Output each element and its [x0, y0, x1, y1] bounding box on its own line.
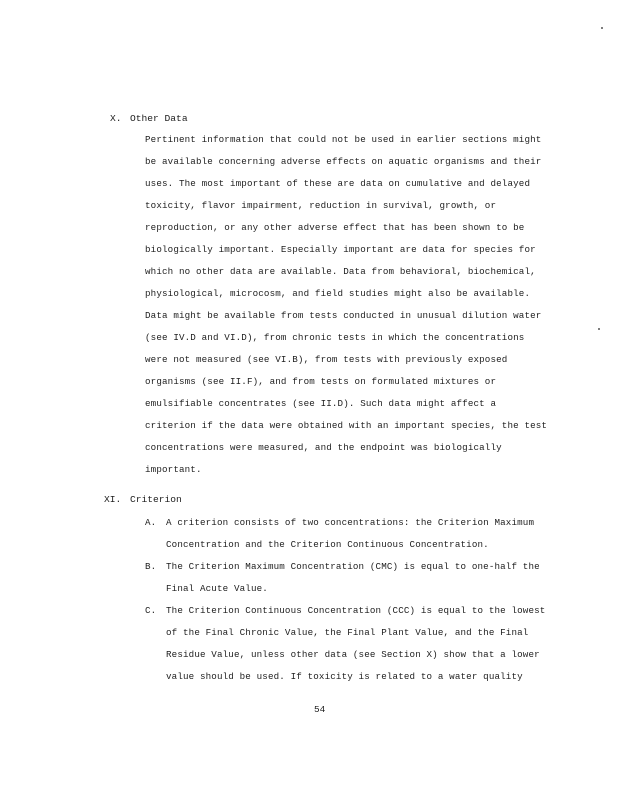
paragraph-line: important. [145, 464, 202, 475]
paragraph-line: which no other data are available. Data from behavioral, biochemical, [145, 266, 536, 277]
paragraph-line: Pertinent information that could not be used in earlier sections might [145, 134, 542, 145]
page-number: 54 [314, 704, 326, 715]
scan-speck-right [598, 328, 600, 330]
paragraph-line: physiological, microcosm, and field studies might also be available. [145, 288, 531, 299]
paragraph-line: emulsifiable concentrates (see II.D). Such data might affect a [145, 398, 497, 409]
item-c-label: C. [145, 605, 157, 616]
item-a-line: Concentration and the Criterion Continuous Concentration. [166, 539, 489, 550]
item-a-label: A. [145, 517, 157, 528]
section-xi-number: XI. [104, 494, 122, 505]
item-c-line: value should be used. If toxicity is related to a water quality [166, 671, 523, 682]
paragraph-line: biologically important. Especially important are data for species for [145, 244, 536, 255]
item-c-line: Residue Value, unless other data (see Section X) show that a lower [166, 649, 540, 660]
paragraph-line: Data might be available from tests conducted in unusual dilution water [145, 310, 542, 321]
item-b-line: Final Acute Value. [166, 583, 268, 594]
paragraph-line: were not measured (see VI.B), from tests with previously exposed [145, 354, 508, 365]
section-x-number: X. [110, 113, 122, 124]
paragraph-line: concentrations were measured, and the endpoint was biologically [145, 442, 502, 453]
paragraph-line: be available concerning adverse effects on aquatic organisms and their [145, 156, 542, 167]
paragraph-line: uses. The most important of these are data on cumulative and delayed [145, 178, 531, 189]
paragraph-line: organisms (see II.F), and from tests on formulated mixtures or [145, 376, 497, 387]
section-x-title: Other Data [130, 113, 188, 124]
section-xi-title: Criterion [130, 494, 182, 505]
item-c-line: of the Final Chronic Value, the Final Plant Value, and the Final [166, 627, 529, 638]
paragraph-line: criterion if the data were obtained with an important species, the test [145, 420, 548, 431]
item-b-label: B. [145, 561, 157, 572]
scan-speck-top [601, 27, 603, 29]
paragraph-line: (see IV.D and VI.D), from chronic tests in which the concentrations [145, 332, 525, 343]
item-a-line: A criterion consists of two concentrations: the Criterion Maximum [166, 517, 535, 528]
paragraph-line: reproduction, or any other adverse effect that has been shown to be [145, 222, 525, 233]
item-c-line: The Criterion Continuous Concentration (CCC) is equal to the lowest [166, 605, 546, 616]
item-b-line: The Criterion Maximum Concentration (CMC) is equal to one-half the [166, 561, 540, 572]
paragraph-line: toxicity, flavor impairment, reduction in survival, growth, or [145, 200, 497, 211]
